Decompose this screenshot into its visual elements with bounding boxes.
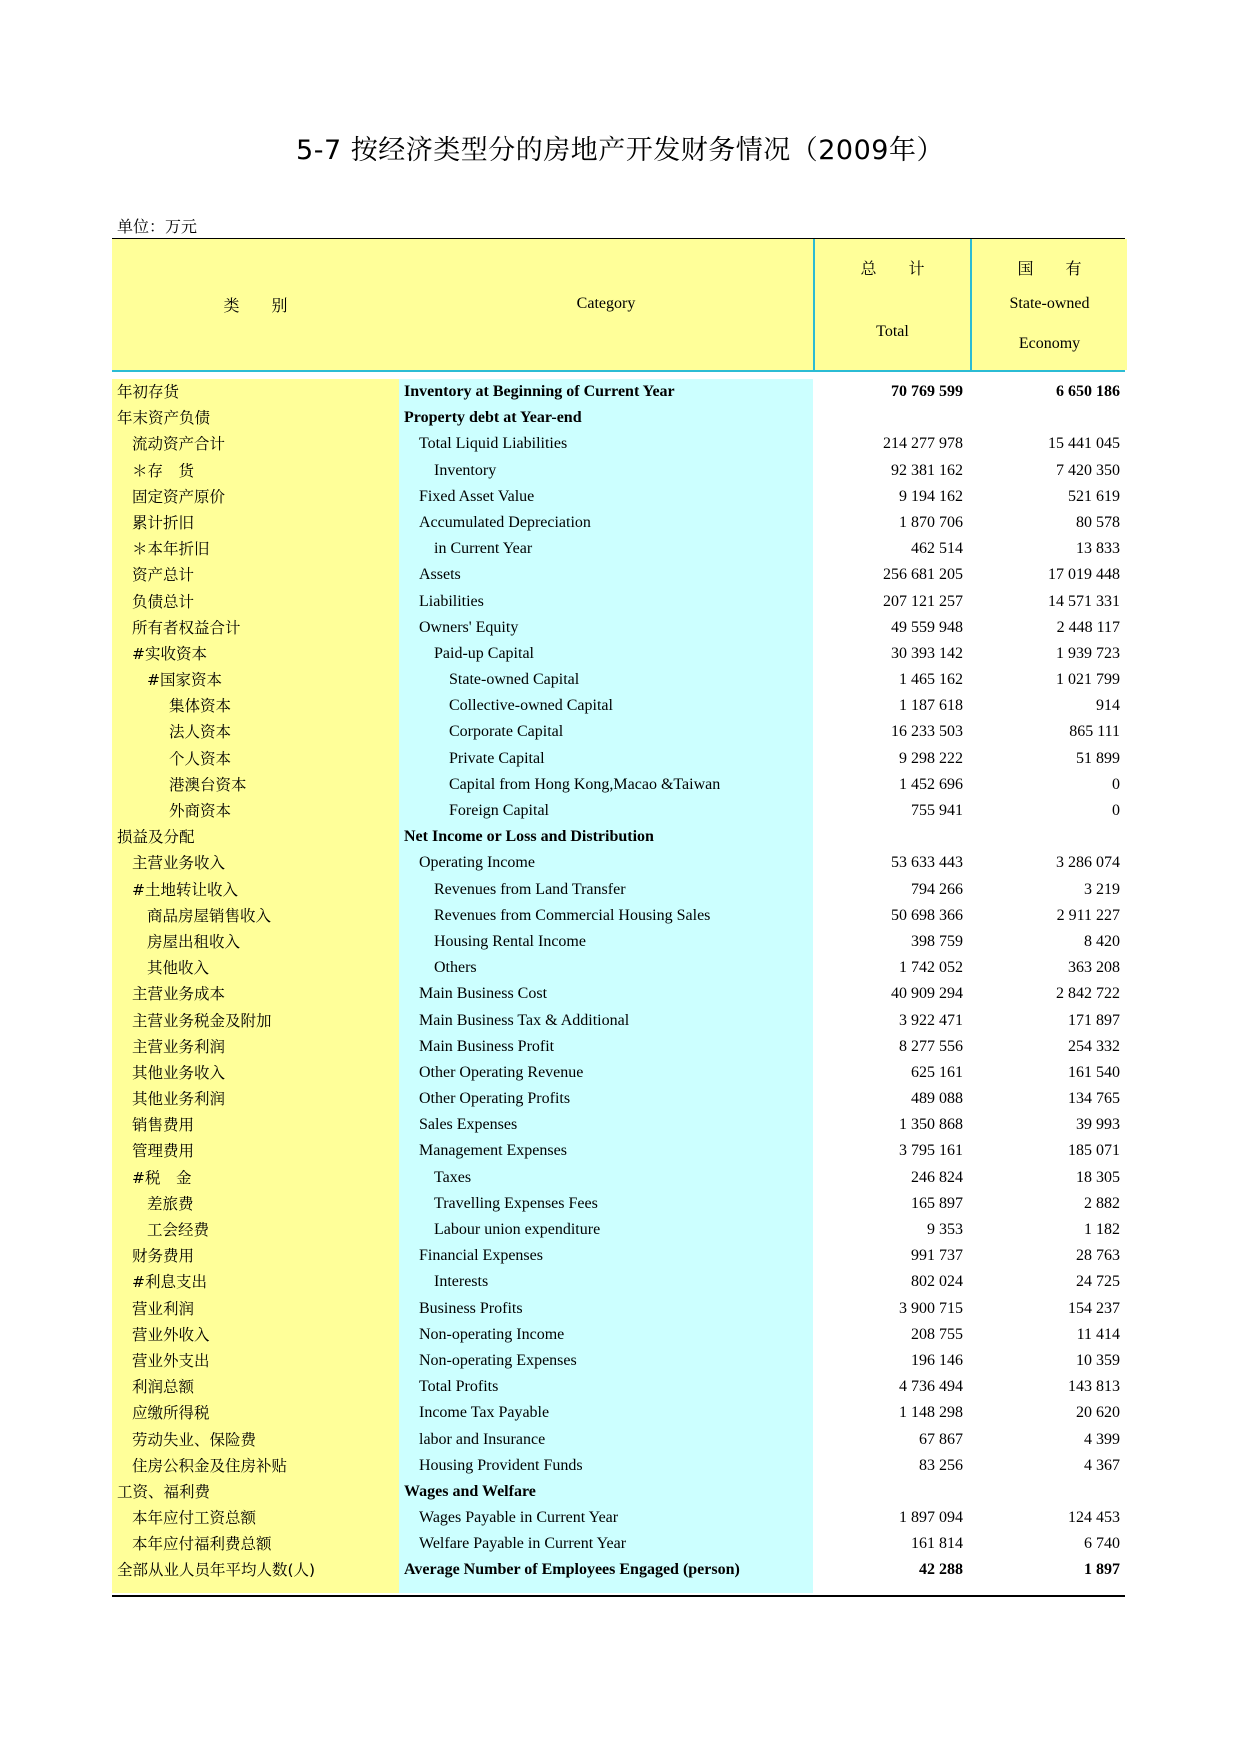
row-category-en: Inventory	[434, 461, 497, 479]
table-row	[112, 589, 1125, 615]
row-state-owned-value: 8 420	[1084, 932, 1120, 950]
row-state-owned-value: 2 448 117	[1056, 618, 1120, 636]
table-row	[112, 1165, 1125, 1191]
row-category-zh: 应缴所得税	[132, 1404, 210, 1423]
header-category-en-label: Category	[576, 295, 636, 312]
row-state-owned-value: 171 897	[1068, 1011, 1120, 1029]
row-total-value: 83 256	[919, 1456, 963, 1474]
row-category-zh: ＊本年折旧	[132, 540, 210, 559]
header-soe-en-label-1: State-owned	[1009, 295, 1090, 312]
row-total-value: 30 393 142	[891, 644, 963, 662]
row-state-owned-value: 161 540	[1068, 1063, 1120, 1081]
row-category-en: Property debt at Year-end	[404, 409, 582, 427]
row-category-en: Housing Rental Income	[434, 932, 586, 950]
row-state-owned-value: 154 237	[1068, 1299, 1120, 1317]
row-category-en: Main Business Profit	[419, 1037, 555, 1055]
row-state-owned-value: 15 441 045	[1048, 435, 1120, 453]
row-total-value: 1 148 298	[899, 1404, 963, 1422]
row-category-en: Interests	[434, 1273, 489, 1291]
row-total-value: 1 465 162	[899, 671, 963, 689]
row-state-owned-value: 17 019 448	[1048, 566, 1120, 584]
table-row	[112, 746, 1125, 772]
table-body	[112, 379, 1125, 1593]
table-row	[112, 903, 1125, 929]
row-category-zh: 管理费用	[132, 1142, 195, 1161]
table-row	[112, 641, 1125, 667]
row-state-owned-value: 3 219	[1084, 880, 1120, 898]
row-category-en: Income Tax Payable	[419, 1404, 550, 1422]
row-category-en: Management Expenses	[419, 1142, 567, 1160]
row-category-zh: 房屋出租收入	[147, 932, 241, 951]
row-state-owned-value: 124 453	[1068, 1509, 1120, 1527]
row-category-en: Main Business Tax & Additional	[419, 1011, 630, 1029]
row-category-en: Housing Provident Funds	[419, 1456, 583, 1474]
row-category-en: Revenues from Commercial Housing Sales	[434, 906, 711, 924]
table-row	[112, 484, 1125, 510]
row-total-value: 1 350 868	[899, 1116, 963, 1134]
table-row	[112, 667, 1125, 693]
row-category-en: Total Profits	[419, 1378, 499, 1396]
table-row	[112, 798, 1125, 824]
row-state-owned-value: 28 763	[1076, 1247, 1120, 1265]
row-category-zh: 营业外收入	[132, 1325, 210, 1344]
row-state-owned-value: 2 842 722	[1056, 985, 1120, 1003]
table-row	[112, 431, 1125, 457]
row-state-owned-value: 24 725	[1076, 1273, 1120, 1291]
row-category-zh: 损益及分配	[117, 828, 195, 847]
row-state-owned-value: 3 286 074	[1056, 854, 1120, 872]
row-state-owned-value: 4 367	[1084, 1456, 1120, 1474]
table-row	[112, 1557, 1125, 1583]
row-state-owned-value: 1 897	[1084, 1561, 1120, 1579]
row-category-zh: 法人资本	[169, 723, 232, 742]
row-state-owned-value: 0	[1112, 775, 1120, 793]
row-state-owned-value: 10 359	[1076, 1351, 1120, 1369]
row-state-owned-value: 254 332	[1068, 1037, 1120, 1055]
row-total-value: 208 755	[911, 1325, 963, 1343]
row-category-zh: 主营业务税金及附加	[132, 1011, 272, 1030]
row-category-en: Main Business Cost	[419, 985, 548, 1003]
row-category-en: Corporate Capital	[449, 723, 564, 741]
row-category-en: Fixed Asset Value	[419, 487, 535, 505]
row-total-value: 92 381 162	[891, 461, 963, 479]
header-bottom-rule	[112, 370, 1125, 372]
row-category-en: Others	[434, 959, 477, 977]
row-total-value: 42 288	[919, 1561, 963, 1579]
row-total-value: 3 900 715	[899, 1299, 963, 1317]
row-state-owned-value: 0	[1112, 802, 1120, 819]
row-total-value: 1 870 706	[899, 513, 963, 531]
row-category-en: Financial Expenses	[419, 1247, 543, 1265]
table-row	[112, 458, 1125, 484]
row-state-owned-value: 6 740	[1084, 1535, 1120, 1553]
table-row	[112, 1034, 1125, 1060]
row-category-en: Revenues from Land Transfer	[434, 880, 626, 898]
header-col-state-owned	[970, 239, 1127, 370]
header-total-en-label: Total	[876, 323, 909, 340]
row-category-en: Average Number of Employees Engaged (person)	[404, 1561, 740, 1579]
row-category-zh: 本年应付福利费总额	[132, 1535, 272, 1554]
row-total-value: 8 277 556	[899, 1037, 963, 1055]
table-row	[112, 379, 1125, 405]
table-row	[112, 405, 1125, 431]
row-total-value: 9 194 162	[899, 487, 963, 505]
row-category-zh: 外商资本	[169, 802, 232, 820]
row-category-en: Collective-owned Capital	[449, 697, 613, 715]
table-row	[112, 1479, 1125, 1505]
row-state-owned-value: 2 911 227	[1056, 906, 1120, 924]
table-row	[112, 1453, 1125, 1479]
row-state-owned-value: 20 620	[1076, 1404, 1120, 1422]
row-total-value: 625 161	[911, 1063, 963, 1081]
row-total-value: 207 121 257	[883, 592, 963, 610]
table-row	[112, 1191, 1125, 1217]
row-state-owned-value: 2 882	[1084, 1194, 1120, 1212]
header-soe-zh-label: 国 有	[1017, 261, 1082, 278]
row-total-value: 16 233 503	[891, 723, 963, 741]
row-category-en: Private Capital	[449, 749, 545, 767]
table-row	[112, 1322, 1125, 1348]
header-soe-en-label-2: Economy	[1018, 335, 1081, 352]
row-category-zh: 集体资本	[169, 697, 232, 716]
table-row	[112, 1008, 1125, 1034]
row-state-owned-value: 51 899	[1076, 749, 1120, 767]
row-category-zh: 营业外支出	[132, 1351, 210, 1370]
table-row	[112, 1217, 1125, 1243]
row-total-value: 256 681 205	[883, 566, 963, 584]
row-total-value: 489 088	[911, 1090, 963, 1108]
header-col-category-zh	[112, 239, 399, 370]
table-row	[112, 536, 1125, 562]
row-total-value: 165 897	[911, 1194, 963, 1212]
table-row	[112, 1296, 1125, 1322]
row-category-zh: #利息支出	[132, 1273, 207, 1292]
row-category-en: Paid-up Capital	[434, 644, 534, 662]
row-state-owned-value: 143 813	[1068, 1378, 1120, 1396]
table-row	[112, 719, 1125, 745]
row-category-zh: 工资、福利费	[117, 1482, 211, 1501]
row-total-value: 4 736 494	[899, 1378, 963, 1396]
row-total-value: 1 742 052	[899, 959, 963, 977]
row-category-zh: 本年应付工资总额	[132, 1509, 257, 1528]
row-category-en: Non-operating Expenses	[419, 1351, 577, 1369]
row-category-zh: 港澳台资本	[169, 775, 247, 794]
header-col-category-en	[399, 239, 813, 370]
row-category-zh: 财务费用	[132, 1247, 195, 1266]
row-state-owned-value: 6 650 186	[1056, 383, 1120, 400]
row-total-value: 462 514	[911, 540, 963, 558]
row-category-en: Wages Payable in Current Year	[419, 1509, 619, 1527]
table-row	[112, 955, 1125, 981]
row-state-owned-value: 1 939 723	[1056, 644, 1120, 662]
row-total-value: 9 298 222	[899, 749, 963, 767]
table-row	[112, 693, 1125, 719]
header-category-zh-label: 类 别	[223, 298, 288, 315]
row-total-value: 196 146	[911, 1351, 963, 1369]
row-category-en: Inventory at Beginning of Current Year	[404, 383, 675, 400]
row-category-en: Liabilities	[419, 592, 484, 610]
row-category-en: Net Income or Loss and Distribution	[404, 828, 654, 846]
row-category-en: Other Operating Profits	[419, 1090, 571, 1108]
table-row	[112, 1348, 1125, 1374]
row-total-value: 802 024	[911, 1273, 963, 1291]
table-rows	[112, 379, 1125, 1584]
table-row	[112, 929, 1125, 955]
row-state-owned-value: 1 021 799	[1056, 671, 1120, 689]
row-category-en: Taxes	[434, 1168, 472, 1186]
row-category-en: Assets	[419, 566, 461, 584]
table-row	[112, 877, 1125, 903]
row-category-zh: #国家资本	[147, 671, 222, 690]
table-row	[112, 562, 1125, 588]
row-total-value: 1 187 618	[899, 697, 963, 715]
row-category-zh: #税 金	[132, 1168, 192, 1187]
row-state-owned-value: 80 578	[1076, 513, 1120, 531]
row-category-zh: 销售费用	[132, 1116, 195, 1135]
table-row	[112, 1400, 1125, 1426]
row-state-owned-value: 14 571 331	[1048, 592, 1120, 610]
row-total-value: 246 824	[911, 1168, 963, 1186]
row-state-owned-value: 363 208	[1068, 959, 1120, 977]
table-row	[112, 824, 1125, 850]
row-state-owned-value: 4 399	[1084, 1430, 1120, 1448]
row-category-zh: 其他业务收入	[132, 1063, 226, 1082]
table-row	[112, 1243, 1125, 1269]
row-total-value: 49 559 948	[891, 618, 963, 636]
row-category-zh: 主营业务利润	[132, 1037, 226, 1056]
row-category-zh: #实收资本	[132, 644, 207, 663]
row-total-value: 214 277 978	[883, 435, 963, 453]
row-category-zh: 营业利润	[132, 1299, 195, 1318]
row-total-value: 53 633 443	[891, 854, 963, 872]
row-total-value: 9 353	[927, 1221, 963, 1238]
row-total-value: 1 897 094	[899, 1509, 963, 1527]
row-category-zh: 年初存货	[117, 383, 180, 401]
page-title: 5-7 按经济类型分的房地产开发财务情况（2009年）	[296, 135, 944, 166]
row-category-zh: 固定资产原价	[132, 487, 226, 506]
row-total-value: 40 909 294	[891, 985, 963, 1003]
row-category-zh: ＊存 货	[132, 461, 195, 480]
row-state-owned-value: 39 993	[1076, 1116, 1120, 1134]
table-row	[112, 981, 1125, 1007]
table-row	[112, 1374, 1125, 1400]
row-category-en: Capital from Hong Kong,Macao &Taiwan	[449, 775, 721, 793]
header-col-total	[813, 239, 970, 370]
table-row	[112, 1112, 1125, 1138]
table-row	[112, 1138, 1125, 1164]
row-state-owned-value: 13 833	[1076, 540, 1120, 558]
table-row	[112, 1505, 1125, 1531]
row-category-en: Wages and Welfare	[404, 1482, 536, 1500]
table-row	[112, 1060, 1125, 1086]
table-row	[112, 1086, 1125, 1112]
header-total-zh-label: 总 计	[860, 261, 925, 278]
row-total-value: 67 867	[919, 1430, 963, 1448]
table-row	[112, 772, 1125, 798]
row-category-zh: 主营业务成本	[132, 985, 226, 1004]
unit-label: 单位：万元	[117, 219, 198, 236]
row-total-value: 794 266	[911, 880, 963, 898]
table-row	[112, 850, 1125, 876]
row-state-owned-value: 7 420 350	[1056, 461, 1120, 479]
row-category-zh: 年末资产负债	[117, 409, 211, 428]
row-state-owned-value: 18 305	[1076, 1168, 1120, 1186]
row-state-owned-value: 521 619	[1068, 487, 1120, 505]
row-total-value: 398 759	[911, 932, 963, 950]
table-row	[112, 510, 1125, 536]
row-state-owned-value: 185 071	[1068, 1142, 1120, 1160]
row-category-zh: 全部从业人员年平均人数(人)	[117, 1561, 316, 1580]
row-total-value: 50 698 366	[891, 906, 963, 924]
row-category-en: Foreign Capital	[449, 802, 549, 819]
row-category-en: Labour union expenditure	[434, 1221, 601, 1238]
row-category-en: Welfare Payable in Current Year	[419, 1535, 627, 1553]
row-total-value: 3 922 471	[899, 1011, 963, 1029]
row-state-owned-value: 865 111	[1069, 723, 1120, 741]
row-category-en: in Current Year	[434, 540, 533, 558]
table-row	[112, 1269, 1125, 1295]
row-category-zh: 利润总额	[132, 1378, 195, 1397]
row-category-en: Total Liquid Liabilities	[419, 435, 568, 453]
row-category-zh: 资产总计	[132, 566, 195, 585]
row-total-value: 3 795 161	[899, 1142, 963, 1160]
row-category-zh: 累计折旧	[132, 513, 195, 532]
row-total-value: 161 814	[911, 1535, 963, 1553]
row-total-value: 1 452 696	[899, 775, 963, 793]
row-category-en: Other Operating Revenue	[419, 1063, 584, 1081]
row-category-en: labor and Insurance	[419, 1430, 546, 1448]
row-total-value: 755 941	[911, 802, 963, 819]
row-category-zh: 所有者权益合计	[132, 618, 241, 637]
row-category-zh: 主营业务收入	[132, 854, 226, 873]
row-category-zh: 差旅费	[147, 1194, 194, 1213]
row-category-en: Travelling Expenses Fees	[434, 1194, 598, 1212]
table-bottom-rule	[112, 1595, 1125, 1597]
row-state-owned-value: 914	[1096, 697, 1120, 715]
row-total-value: 991 737	[911, 1247, 963, 1265]
row-state-owned-value: 1 182	[1084, 1221, 1120, 1238]
row-category-en: Non-operating Income	[419, 1325, 565, 1343]
row-category-en: State-owned Capital	[449, 671, 580, 689]
row-category-zh: 劳动失业、保险费	[132, 1430, 257, 1449]
table-row	[112, 1531, 1125, 1557]
row-state-owned-value: 11 414	[1076, 1325, 1120, 1343]
row-category-zh: 住房公积金及住房补贴	[132, 1456, 288, 1475]
row-category-zh: #土地转让收入	[132, 880, 238, 899]
row-category-zh: 商品房屋销售收入	[147, 906, 272, 925]
row-category-zh: 其他收入	[147, 959, 210, 978]
row-category-zh: 工会经费	[147, 1221, 210, 1239]
row-category-zh: 流动资产合计	[132, 435, 226, 454]
row-category-zh: 负债总计	[132, 592, 195, 611]
table-row	[112, 1427, 1125, 1453]
row-category-en: Operating Income	[419, 854, 535, 872]
table-header	[112, 239, 1125, 370]
row-category-en: Accumulated Depreciation	[419, 513, 591, 531]
row-category-en: Sales Expenses	[419, 1116, 518, 1134]
row-total-value: 70 769 599	[891, 383, 963, 400]
row-category-en: Owners' Equity	[419, 618, 519, 636]
row-category-zh: 其他业务利润	[132, 1090, 226, 1109]
row-category-zh: 个人资本	[169, 749, 232, 768]
table-row	[112, 615, 1125, 641]
row-state-owned-value: 134 765	[1068, 1090, 1120, 1108]
row-category-en: Business Profits	[419, 1299, 523, 1317]
